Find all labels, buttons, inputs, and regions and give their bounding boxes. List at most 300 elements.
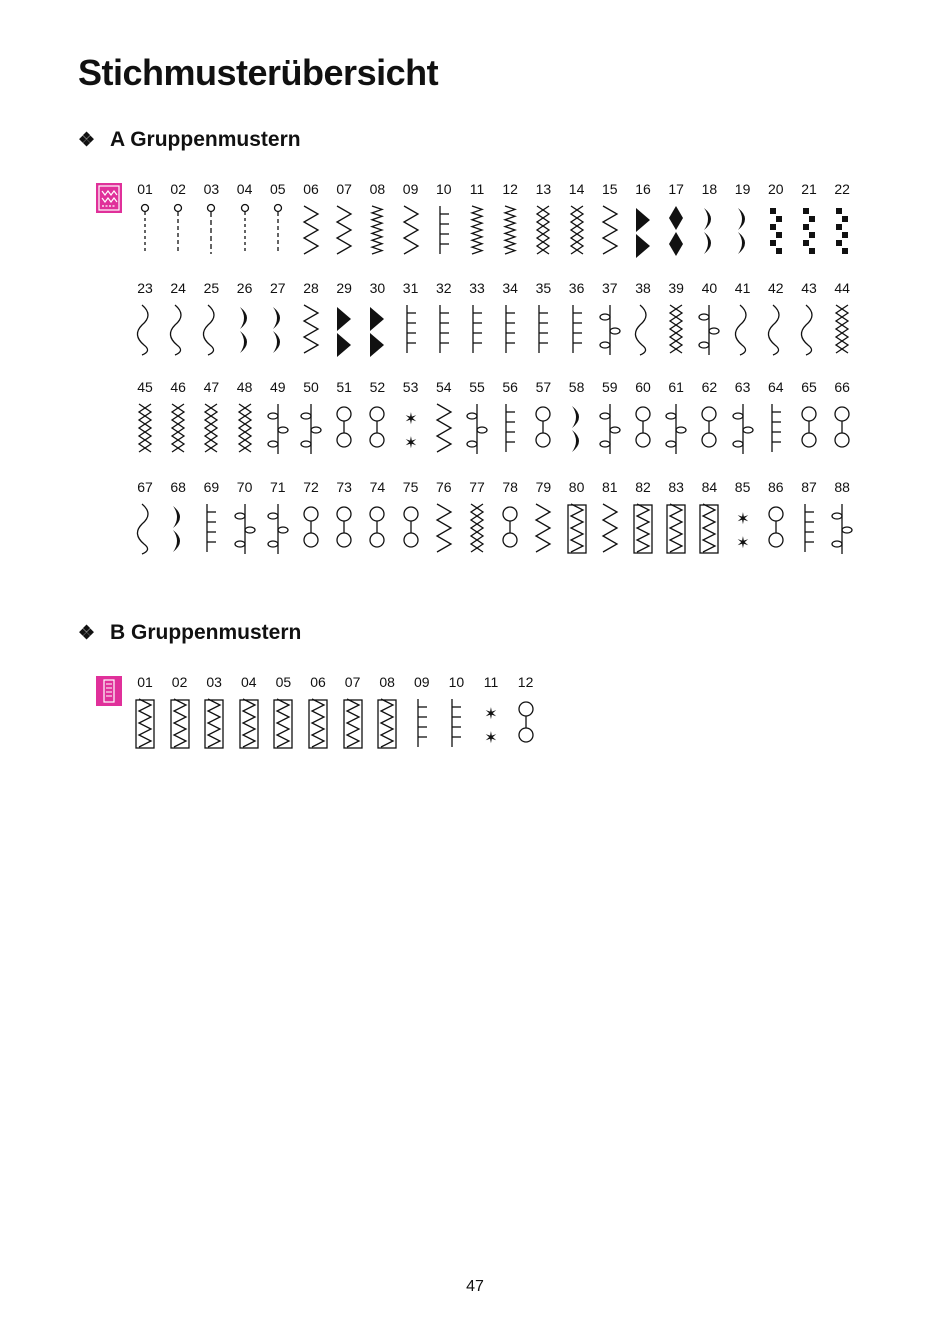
stitch-pattern-icon — [560, 400, 594, 458]
pattern-number: 02 — [170, 181, 186, 197]
stitch-pattern-icon — [327, 202, 361, 260]
stitch-pattern — [460, 279, 494, 359]
stitch-pattern-icon — [692, 400, 726, 458]
pattern-number: 63 — [734, 379, 751, 395]
stitch-pattern-icon — [692, 500, 726, 558]
stitch-pattern — [493, 478, 527, 558]
pattern-number: 40 — [701, 280, 718, 296]
stitch-pattern — [427, 279, 461, 359]
stitch-pattern-icon — [394, 301, 428, 359]
stitch-pattern — [792, 180, 826, 260]
pattern-number: 10 — [436, 181, 452, 197]
stitch-pattern — [301, 673, 335, 753]
stitch-pattern — [526, 478, 560, 558]
stitch-pattern-icon — [792, 202, 826, 260]
pattern-number: 66 — [834, 379, 850, 395]
pattern-number: 51 — [336, 379, 352, 395]
stitch-pattern-icon — [659, 202, 693, 260]
stitch-pattern-icon — [792, 301, 826, 359]
pattern-number: 30 — [369, 280, 386, 296]
pattern-number: 07 — [344, 674, 361, 690]
stitch-pattern-icon — [759, 400, 793, 458]
stitch-pattern-icon — [128, 400, 162, 458]
stitch-pattern-icon — [692, 301, 726, 359]
stitch-pattern-icon — [294, 301, 328, 359]
stitch-pattern-icon — [593, 202, 627, 260]
stitch-pattern-icon — [460, 202, 494, 260]
pattern-number: 56 — [502, 379, 518, 395]
stitch-pattern-icon — [560, 301, 594, 359]
stitch-pattern-icon — [659, 400, 693, 458]
pattern-number: 47 — [203, 379, 220, 395]
stitch-pattern-icon — [626, 500, 660, 558]
stitch-pattern — [692, 279, 726, 359]
pattern-number: 06 — [310, 674, 326, 690]
pattern-number: 29 — [336, 280, 352, 296]
stitch-pattern-icon — [194, 202, 228, 260]
pattern-number: 69 — [203, 479, 220, 495]
stitch-pattern-icon — [336, 695, 370, 753]
stitch-pattern — [128, 673, 162, 753]
stitch-pattern-icon — [726, 202, 760, 260]
pattern-number: 20 — [768, 181, 784, 197]
pattern-number: 06 — [303, 181, 319, 197]
stitch-pattern — [228, 180, 262, 260]
stitch-pattern — [726, 180, 760, 260]
pattern-number: 01 — [137, 181, 153, 197]
stitch-pattern — [659, 180, 693, 260]
stitch-pattern — [726, 378, 760, 458]
stitch-pattern — [128, 378, 162, 458]
stitch-pattern-icon — [659, 301, 693, 359]
stitch-pattern-icon — [161, 400, 195, 458]
stitch-pattern-icon — [659, 500, 693, 558]
stitch-pattern-icon — [360, 301, 394, 359]
stitch-pattern-icon — [327, 400, 361, 458]
pattern-number: 44 — [834, 280, 850, 296]
stitch-pattern-icon — [474, 695, 508, 753]
pattern-number: 82 — [635, 479, 651, 495]
pattern-number: 11 — [469, 181, 485, 197]
pattern-number: 04 — [241, 674, 257, 690]
pattern-number: 27 — [270, 280, 286, 296]
svg-text:✶: ✶ — [484, 730, 498, 747]
stitch-pattern — [593, 180, 627, 260]
pattern-number: 08 — [379, 674, 395, 690]
stitch-pattern — [792, 279, 826, 359]
stitch-pattern-icon — [427, 500, 461, 558]
stitch-pattern-icon — [460, 400, 494, 458]
stitch-pattern-icon — [360, 202, 394, 260]
pattern-number: 35 — [535, 280, 552, 296]
stitch-pattern — [294, 279, 328, 359]
stitch-pattern — [593, 279, 627, 359]
pattern-number: 88 — [834, 479, 850, 495]
page-number: 47 — [466, 1278, 484, 1295]
pattern-number: 85 — [734, 479, 751, 495]
group-a-pattern-icon — [96, 183, 122, 213]
stitch-pattern — [327, 279, 361, 359]
pattern-number: 84 — [701, 479, 718, 495]
stitch-pattern — [336, 673, 370, 753]
stitch-pattern — [360, 279, 394, 359]
pattern-number: 42 — [768, 280, 784, 296]
stitch-pattern-icon — [726, 400, 760, 458]
stitch-pattern — [439, 673, 473, 753]
stitch-pattern-icon — [228, 500, 262, 558]
section-b-heading — [78, 621, 301, 645]
stitch-pattern-icon — [405, 695, 439, 753]
stitch-pattern-icon — [626, 400, 660, 458]
section-b-heading-text: B Gruppenmustern — [110, 621, 302, 644]
stitch-pattern — [194, 279, 228, 359]
svg-text:✶: ✶ — [403, 411, 418, 428]
stitch-pattern-icon — [460, 301, 494, 359]
stitch-pattern-icon — [726, 500, 760, 558]
stitch-pattern-icon — [493, 301, 527, 359]
pattern-number: 24 — [170, 280, 186, 296]
stitch-pattern — [327, 378, 361, 458]
pattern-number: 22 — [834, 181, 850, 197]
stitch-pattern — [261, 478, 295, 558]
stitch-pattern — [394, 279, 428, 359]
pattern-number: 39 — [668, 280, 684, 296]
diamond-bullet-icon: ❖ — [78, 623, 96, 644]
stitch-pattern — [593, 378, 627, 458]
pattern-number: 53 — [402, 379, 419, 395]
group-b-buttonhole-icon — [96, 676, 122, 706]
pattern-number: 46 — [170, 379, 186, 395]
stitch-pattern — [493, 378, 527, 458]
stitch-pattern — [360, 180, 394, 260]
pattern-number: 80 — [568, 479, 585, 495]
pattern-number: 33 — [469, 280, 485, 296]
pattern-number: 03 — [203, 181, 220, 197]
stitch-pattern-icon — [266, 695, 300, 753]
stitch-pattern — [405, 673, 439, 753]
stitch-pattern — [427, 180, 461, 260]
stitch-pattern — [560, 180, 594, 260]
stitch-pattern — [394, 478, 428, 558]
stitch-pattern — [526, 279, 560, 359]
pattern-number: 14 — [568, 181, 585, 197]
stitch-pattern-icon — [228, 400, 262, 458]
pattern-number: 83 — [668, 479, 684, 495]
stitch-pattern — [493, 279, 527, 359]
pattern-number: 37 — [602, 280, 618, 296]
stitch-pattern — [626, 378, 660, 458]
pattern-number: 10 — [448, 674, 465, 690]
stitch-pattern-icon — [593, 400, 627, 458]
pattern-number: 38 — [635, 280, 651, 296]
stitch-pattern — [759, 279, 793, 359]
stitch-pattern-icon — [759, 500, 793, 558]
section-a-heading — [78, 128, 301, 152]
stitch-pattern-icon — [301, 695, 335, 753]
stitch-pattern — [659, 378, 693, 458]
stitch-pattern — [427, 378, 461, 458]
stitch-pattern — [360, 378, 394, 458]
pattern-number: 05 — [275, 674, 292, 690]
stitch-pattern — [560, 279, 594, 359]
stitch-pattern — [460, 378, 494, 458]
stitch-pattern-icon — [493, 500, 527, 558]
stitch-pattern — [161, 279, 195, 359]
pattern-number: 08 — [369, 181, 386, 197]
stitch-pattern-icon — [394, 500, 428, 558]
stitch-pattern-icon — [128, 695, 162, 753]
stitch-pattern-icon — [194, 500, 228, 558]
stitch-pattern — [197, 673, 231, 753]
stitch-pattern-icon — [593, 500, 627, 558]
stitch-pattern-icon — [825, 202, 859, 260]
pattern-number: 26 — [236, 280, 253, 296]
page-title: Stichmusterübersicht — [78, 52, 439, 93]
pattern-number: 16 — [635, 181, 651, 197]
pattern-number: 21 — [801, 181, 817, 197]
stitch-pattern-icon — [427, 202, 461, 260]
stitch-pattern-icon — [228, 301, 262, 359]
stitch-pattern — [659, 279, 693, 359]
stitch-pattern — [659, 478, 693, 558]
stitch-pattern — [266, 673, 300, 753]
stitch-pattern-icon — [360, 500, 394, 558]
stitch-pattern — [560, 478, 594, 558]
stitch-pattern — [460, 478, 494, 558]
stitch-pattern — [232, 673, 266, 753]
stitch-pattern — [128, 279, 162, 359]
pattern-number: 58 — [568, 379, 585, 395]
stitch-pattern-icon — [161, 301, 195, 359]
pattern-number: 61 — [668, 379, 684, 395]
pattern-number: 15 — [602, 181, 618, 197]
stitch-pattern-icon — [593, 301, 627, 359]
stitch-pattern-icon — [626, 301, 660, 359]
pattern-number: 09 — [402, 181, 419, 197]
stitch-pattern-icon — [394, 202, 428, 260]
pattern-number: 64 — [768, 379, 784, 395]
stitch-pattern-icon — [360, 400, 394, 458]
pattern-number: 02 — [171, 674, 188, 690]
stitch-pattern-icon — [427, 400, 461, 458]
stitch-pattern — [128, 180, 162, 260]
stitch-pattern — [692, 378, 726, 458]
stitch-pattern — [759, 180, 793, 260]
stitch-pattern — [194, 378, 228, 458]
stitch-pattern — [526, 378, 560, 458]
pattern-number: 76 — [436, 479, 452, 495]
pattern-number: 57 — [535, 379, 552, 395]
svg-text:✶: ✶ — [403, 435, 418, 452]
stitch-pattern-icon — [825, 500, 859, 558]
stitch-pattern — [493, 180, 527, 260]
stitch-pattern-icon — [261, 400, 295, 458]
stitch-pattern-icon — [128, 301, 162, 359]
pattern-number: 07 — [336, 181, 352, 197]
stitch-pattern — [327, 478, 361, 558]
stitch-pattern-icon — [560, 500, 594, 558]
stitch-pattern-icon — [759, 301, 793, 359]
pattern-number: 55 — [469, 379, 485, 395]
pattern-number: 62 — [701, 379, 718, 395]
stitch-pattern — [626, 478, 660, 558]
stitch-pattern-icon — [493, 400, 527, 458]
stitch-pattern-icon — [294, 500, 328, 558]
pattern-number: 41 — [734, 280, 751, 296]
stitch-pattern-icon — [626, 202, 660, 260]
pattern-number: 86 — [768, 479, 784, 495]
stitch-pattern — [460, 180, 494, 260]
stitch-pattern-icon — [726, 301, 760, 359]
stitch-pattern-icon — [228, 202, 262, 260]
stitch-pattern — [560, 378, 594, 458]
pattern-number: 28 — [303, 280, 319, 296]
stitch-pattern — [370, 673, 404, 753]
pattern-number: 04 — [236, 181, 253, 197]
pattern-number: 70 — [236, 479, 253, 495]
stitch-pattern-icon — [439, 695, 473, 753]
stitch-pattern — [194, 180, 228, 260]
pattern-number: 03 — [206, 674, 222, 690]
stitch-pattern — [327, 180, 361, 260]
stitch-pattern-icon — [294, 202, 328, 260]
pattern-number: 72 — [303, 479, 319, 495]
pattern-number: 11 — [483, 674, 499, 690]
pattern-number: 12 — [517, 674, 534, 690]
stitch-pattern — [128, 478, 162, 558]
stitch-pattern — [825, 279, 859, 359]
pattern-number: 75 — [402, 479, 419, 495]
pattern-number: 67 — [137, 479, 153, 495]
stitch-pattern — [294, 378, 328, 458]
stitch-pattern-icon — [327, 500, 361, 558]
stitch-pattern — [194, 478, 228, 558]
svg-text:✶: ✶ — [735, 511, 750, 528]
pattern-number: 54 — [436, 379, 452, 395]
pattern-number: 77 — [469, 479, 485, 495]
pattern-number: 01 — [137, 674, 153, 690]
pattern-number: 87 — [801, 479, 817, 495]
pattern-number: 43 — [801, 280, 817, 296]
stitch-pattern — [692, 478, 726, 558]
stitch-pattern — [825, 180, 859, 260]
stitch-pattern — [163, 673, 197, 753]
stitch-pattern-icon — [759, 202, 793, 260]
stitch-pattern-icon — [161, 500, 195, 558]
pattern-number: 78 — [502, 479, 518, 495]
stitch-pattern — [394, 378, 428, 458]
pattern-number: 32 — [436, 280, 452, 296]
stitch-pattern — [825, 478, 859, 558]
stitch-pattern — [626, 279, 660, 359]
stitch-pattern-icon — [163, 695, 197, 753]
stitch-pattern — [394, 180, 428, 260]
stitch-pattern — [228, 478, 262, 558]
stitch-pattern — [360, 478, 394, 558]
stitch-pattern-icon — [128, 202, 162, 260]
pattern-number: 59 — [602, 379, 618, 395]
stitch-pattern — [509, 673, 543, 753]
pattern-number: 60 — [635, 379, 651, 395]
stitch-pattern-icon — [509, 695, 543, 753]
pattern-number: 68 — [170, 479, 186, 495]
pattern-number: 09 — [414, 674, 430, 690]
pattern-number: 49 — [270, 379, 286, 395]
stitch-pattern-icon — [493, 202, 527, 260]
stitch-pattern — [261, 378, 295, 458]
pattern-number: 48 — [236, 379, 253, 395]
stitch-pattern-icon — [526, 400, 560, 458]
diamond-bullet-icon: ❖ — [78, 130, 96, 151]
pattern-number: 12 — [502, 181, 518, 197]
stitch-pattern — [427, 478, 461, 558]
pattern-number: 81 — [602, 479, 618, 495]
stitch-pattern-icon — [560, 202, 594, 260]
stitch-pattern — [792, 478, 826, 558]
stitch-pattern-icon — [370, 695, 404, 753]
stitch-pattern-icon — [194, 400, 228, 458]
stitch-pattern-icon — [161, 202, 195, 260]
svg-text:✶: ✶ — [735, 535, 750, 552]
stitch-pattern-icon — [294, 400, 328, 458]
stitch-pattern-icon — [261, 202, 295, 260]
stitch-pattern-icon — [261, 500, 295, 558]
stitch-pattern — [261, 180, 295, 260]
stitch-pattern-icon — [460, 500, 494, 558]
stitch-pattern — [825, 378, 859, 458]
stitch-pattern-icon — [261, 301, 295, 359]
stitch-pattern — [228, 279, 262, 359]
svg-text:✶: ✶ — [484, 706, 498, 723]
section-a-heading-text: A Gruppenmustern — [110, 128, 301, 151]
stitch-pattern — [726, 279, 760, 359]
stitch-pattern — [692, 180, 726, 260]
pattern-number: 19 — [734, 181, 751, 197]
pattern-number: 34 — [502, 280, 518, 296]
stitch-pattern-icon — [692, 202, 726, 260]
stitch-pattern-icon — [825, 400, 859, 458]
pattern-number: 31 — [402, 280, 419, 296]
stitch-pattern — [474, 673, 508, 753]
stitch-pattern-icon — [526, 500, 560, 558]
stitch-pattern-icon — [825, 301, 859, 359]
stitch-pattern-icon — [792, 400, 826, 458]
pattern-number: 79 — [535, 479, 552, 495]
stitch-pattern — [228, 378, 262, 458]
pattern-number: 74 — [369, 479, 386, 495]
pattern-number: 18 — [701, 181, 718, 197]
stitch-pattern-icon — [128, 500, 162, 558]
stitch-pattern-icon — [232, 695, 266, 753]
stitch-pattern — [526, 180, 560, 260]
pattern-number: 25 — [203, 280, 220, 296]
stitch-pattern — [593, 478, 627, 558]
pattern-number: 17 — [668, 181, 684, 197]
stitch-pattern — [726, 478, 760, 558]
stitch-pattern — [161, 478, 195, 558]
pattern-number: 36 — [568, 280, 585, 296]
pattern-number: 13 — [535, 181, 552, 197]
pattern-number: 05 — [270, 181, 286, 197]
stitch-pattern — [161, 378, 195, 458]
stitch-pattern — [792, 378, 826, 458]
stitch-pattern-icon — [792, 500, 826, 558]
stitch-pattern-icon — [194, 301, 228, 359]
stitch-pattern — [626, 180, 660, 260]
pattern-number: 65 — [801, 379, 817, 395]
stitch-pattern — [261, 279, 295, 359]
stitch-pattern-icon — [197, 695, 231, 753]
